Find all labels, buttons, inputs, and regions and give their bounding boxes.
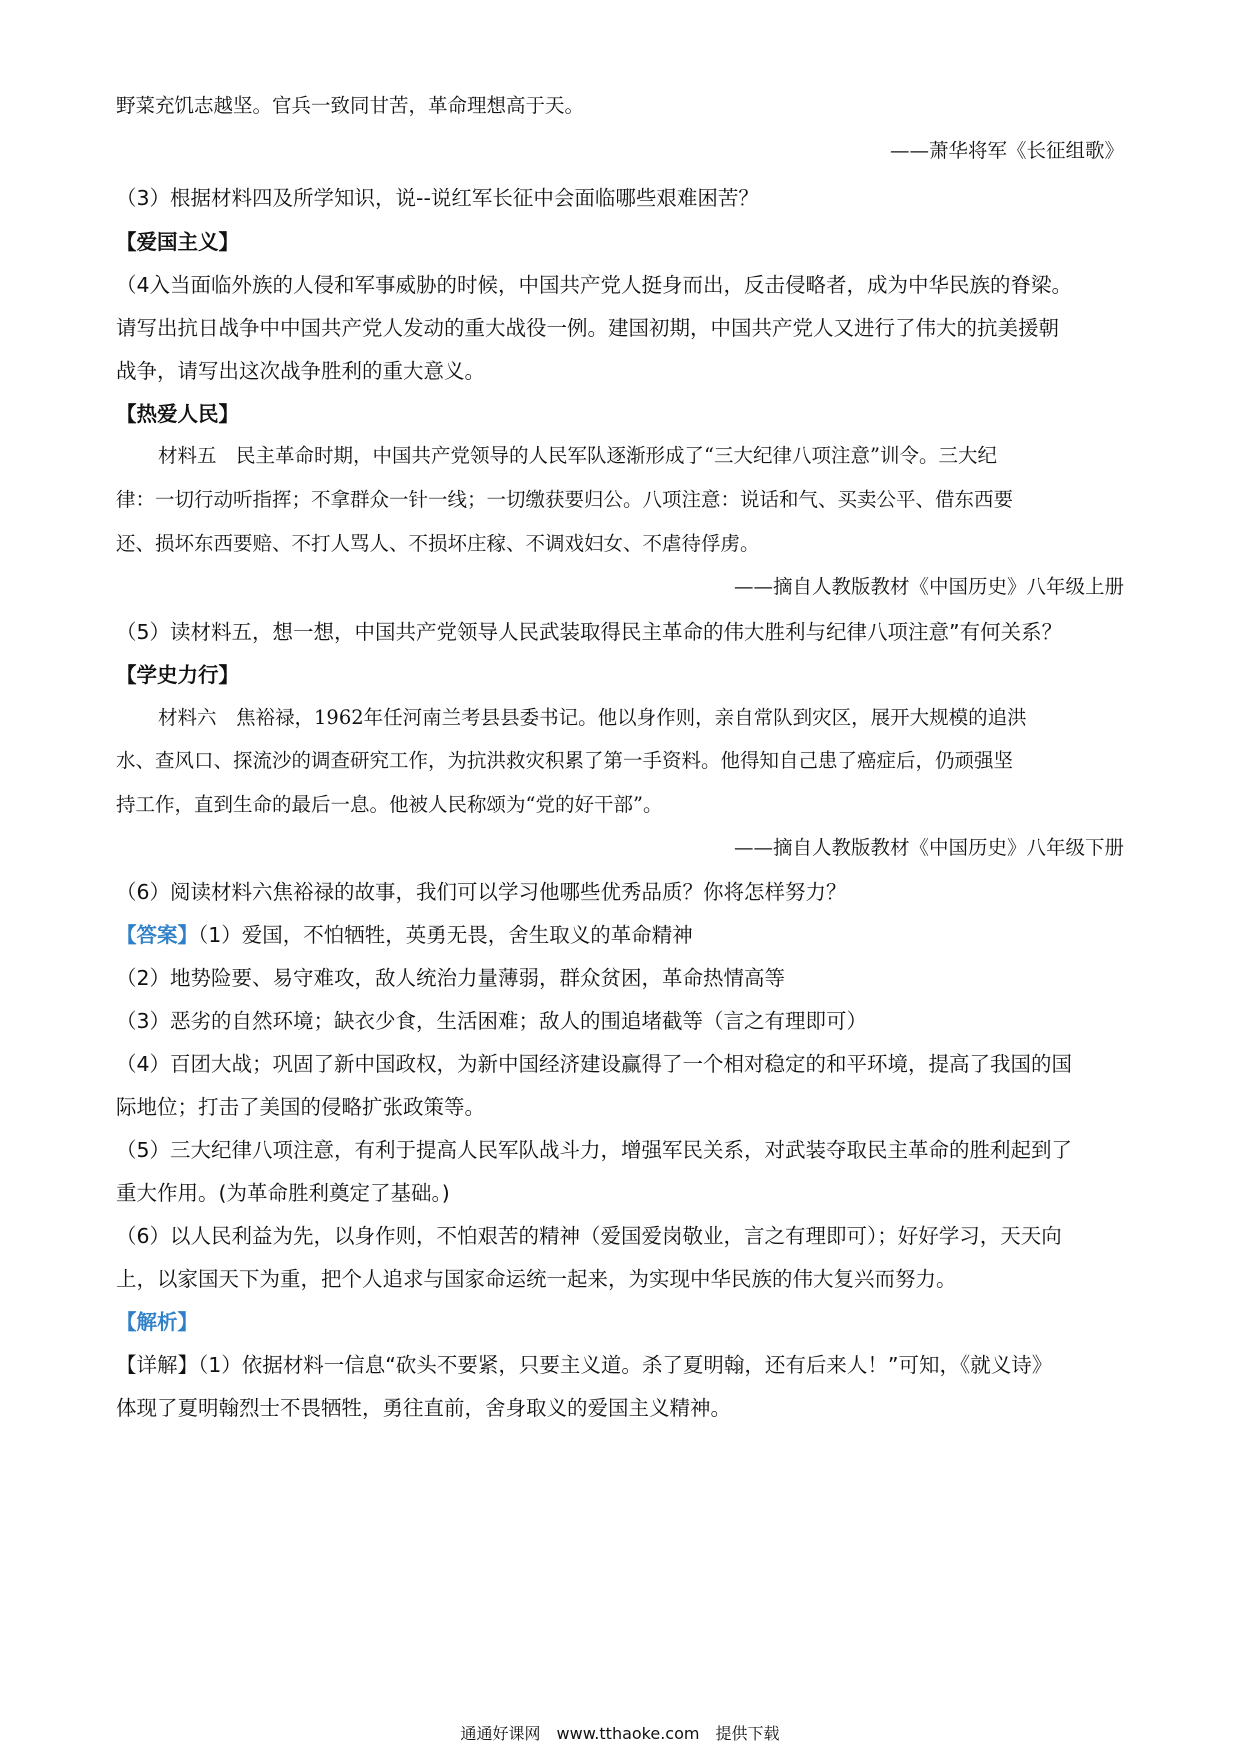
poem-source: ——萧华将军《长征组歌》 (889, 139, 1124, 162)
section-heading-love-people: 【热爱人民】 (116, 402, 239, 426)
question-5: （5）读材料五，想一想，中国共产党领导人民武装取得民主革命的伟大胜利与纪律八项注意”有何关系？ (116, 620, 1063, 644)
material-5-source: ——摘自人教版教材《中国历史》八年级上册 (733, 575, 1124, 598)
material-5-line-3: 还、损坏东西要赔、不打人骂人、不损坏庄稼、不调戏妇女、不虐待俘虏。 (116, 532, 760, 555)
answer-3: （3）恶劣的自然环境；缺衣少食，生活困难；敌人的围追堵截等（言之有理即可） (116, 1009, 868, 1033)
answer-4-line-1: （4）百团大战；巩固了新中国政权，为新中国经济建设赢得了一个相对稳定的和平环境，提高了我国的国 (116, 1052, 1073, 1076)
material-5-line-1: 材料五 民主革命时期，中国共产党领导的人民军队逐渐形成了“三大纪律八项注意”训令。三大纪 (158, 444, 997, 467)
analysis-tag: 【解析】 (116, 1310, 198, 1334)
answer-tag: 【答案】 (116, 923, 198, 947)
answer-4-line-2: 际地位；打击了美国的侵略扩张政策等。 (116, 1095, 485, 1119)
detail-1-line-2: 体现了夏明翰烈士不畏牺牲，勇往直前，舍身取义的爱国主义精神。 (116, 1396, 731, 1420)
detail-1-line-1: 【详解】（1）依据材料一信息“砍头不要紧，只要主义道。杀了夏明翰，还有后来人！”可知，《就义诗》 (116, 1353, 1053, 1377)
answer-5-line-1: （5）三大纪律八项注意，有利于提高人民军队战斗力，增强军民关系，对武装夺取民主革命的胜利起到了 (116, 1138, 1073, 1162)
material-5-line-2: 律：一切行动听指挥；不拿群众一针一线；一切缴获要归公。八项注意：说话和气、买卖公平、借东西要 (116, 488, 1014, 511)
answer-6-line-2: 上，以家国天下为重，把个人追求与国家命运统一起来，为实现中华民族的伟大复兴而努力。 (116, 1267, 957, 1291)
material-6-line-1: 材料六 焦裕禄，1962年任河南兰考县县委书记。他以身作则，亲自常队到灾区，展开大规模的追洪 (158, 706, 1027, 729)
page-footer: 通通好课网 www.tthaoke.com 提供下载 (460, 1724, 780, 1743)
material-6-source: ——摘自人教版教材《中国历史》八年级下册 (733, 836, 1124, 859)
question-3: （3）根据材料四及所学知识，说--说红军长征中会面临哪些艰难困苦？ (116, 186, 759, 210)
answer-6-line-1: （6）以人民利益为先，以身作则，不怕艰苦的精神（爱国爱岗敬业，言之有理即可）；好好学习，天天向 (116, 1224, 1062, 1248)
question-4-line-1: （4入当面临外族的人侵和军事威胁的时候，中国共产党人挺身而出，反击侵略者，成为中华民族的脊梁。 (116, 273, 1073, 297)
question-4-line-2: 请写出抗日战争中中国共产党人发动的重大战役一例。建国初期，中国共产党人又进行了伟大的抗美援朝 (116, 316, 1059, 340)
question-4-line-3: 战争，请写出这次战争胜利的重大意义。 (116, 359, 485, 383)
answer-line-1 (116, 920, 693, 950)
material-6-line-3: 持工作，直到生命的最后一息。他被人民称颂为“党的好干部”。 (116, 793, 663, 816)
answer-5-line-2: 重大作用。(为革命胜利奠定了基础。) (116, 1181, 450, 1205)
poem-line: 野菜充饥志越坚。官兵一致同甘苦，革命理想高于天。 (116, 94, 585, 117)
answer-1: （1）爱国，不怕牺牲，英勇无畏，舍生取义的革命精神 (198, 923, 693, 947)
section-heading-practice: 【学史力行】 (116, 663, 239, 687)
section-heading-patriotism: 【爱国主义】 (116, 230, 239, 254)
question-6: （6）阅读材料六焦裕禄的故事，我们可以学习他哪些优秀品质？你将怎样努力？ (116, 880, 847, 904)
answer-2: （2）地势险要、易守难攻，敌人统治力量薄弱，群众贫困，革命热情高等 (116, 966, 786, 990)
material-6-line-2: 水、查风口、探流沙的调查研究工作，为抗洪救灾积累了第一手资料。他得知自己患了癌症后，仍顽强坚 (116, 749, 1014, 772)
